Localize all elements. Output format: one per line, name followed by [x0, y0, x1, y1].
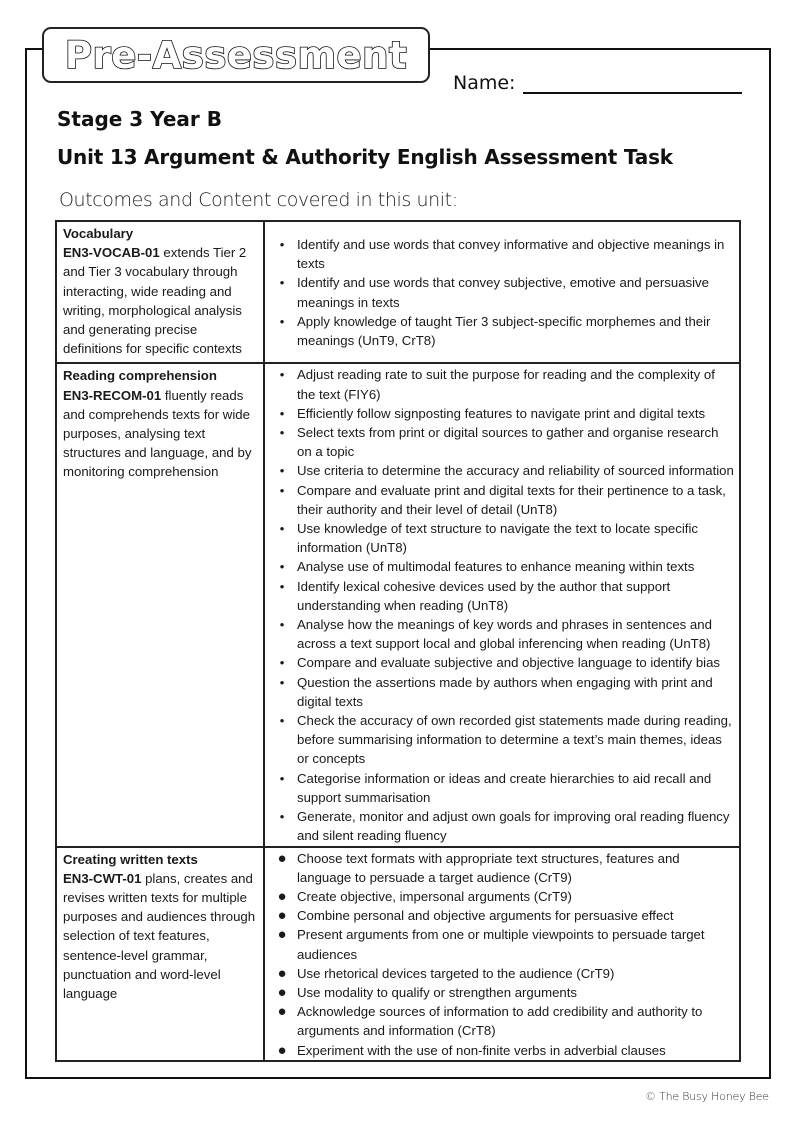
bullet-icon: ● — [277, 887, 287, 905]
content-point-text: Use criteria to determine the accuracy and reliability of sourced information — [297, 463, 734, 479]
content-point — [271, 519, 735, 557]
content-point — [271, 273, 735, 311]
content-list — [271, 235, 735, 350]
content-point — [271, 404, 735, 423]
bullet-icon: • — [279, 809, 285, 825]
content-point-text: Categorise information or ideas and create hierarchies to aid recall and support summarisation — [297, 770, 712, 805]
content-point — [271, 557, 735, 576]
bullet-icon: • — [279, 713, 285, 729]
content-point — [271, 423, 735, 461]
content-point-text: Compare and evaluate print and digital texts for their pertinence to a task, their authority and their level of detail (UnT8) — [297, 482, 726, 517]
bullet-icon: • — [279, 674, 285, 690]
content-point — [271, 849, 735, 887]
content-point-text: Adjust reading rate to suit the purpose for reading and the complexity of the text (FIY6) — [297, 367, 715, 402]
strand-title: Vocabulary — [63, 226, 134, 241]
content-point-text: Question the assertions made by authors when engaging with print and digital texts — [297, 674, 713, 709]
outcome-description: plans, creates and revises written texts for multiple purposes and audiences through selection of text features, sentence-level grammar, punctuation and word-level language — [63, 870, 256, 1001]
bullet-icon: • — [279, 463, 285, 479]
content-point-text: Identify and use words that convey subjective, emotive and persuasive meanings in texts — [297, 275, 709, 310]
copyright-footer: © The Busy Honey Bee — [645, 1090, 769, 1103]
bullet-icon: ● — [277, 983, 287, 1001]
bullet-icon: ● — [277, 964, 287, 982]
content-point — [271, 1041, 735, 1060]
content-point — [271, 653, 735, 672]
bullet-icon: • — [279, 617, 285, 633]
content-list — [271, 365, 735, 845]
content-cell — [264, 847, 740, 1061]
bullet-icon: ● — [277, 849, 287, 867]
content-point-text: Identify and use words that convey informative and objective meanings in texts — [297, 237, 725, 272]
bullet-icon: • — [279, 237, 285, 252]
content-point — [271, 1002, 735, 1040]
content-point — [271, 577, 735, 615]
outcome-cell — [56, 221, 264, 363]
content-point-text: Apply knowledge of taught Tier 3 subject-specific morphemes and their meanings (UnT9, CrT8) — [297, 313, 711, 349]
bullet-icon: ● — [277, 926, 287, 944]
bullet-icon: • — [279, 559, 285, 575]
bullet-icon: • — [279, 655, 285, 671]
name-row — [453, 72, 742, 94]
bullet-icon: • — [279, 275, 285, 291]
content-point — [271, 481, 735, 519]
outcome-code: EN3-VOCAB-01 — [63, 245, 160, 261]
bullet-icon: ● — [277, 907, 287, 925]
bullet-icon: • — [279, 482, 285, 498]
content-point-text: Acknowledge sources of information to add credibility and authority to arguments and information (CrT8) — [297, 1004, 703, 1039]
content-point — [271, 711, 735, 769]
content-point-text: Create objective, impersonal arguments (CrT9) — [297, 888, 572, 904]
outcome-cell — [56, 363, 264, 846]
outcome-code: EN3-RECOM-01 — [63, 387, 162, 403]
content-point — [271, 887, 735, 906]
content-point — [271, 615, 735, 653]
content-point — [271, 235, 735, 273]
name-label: Name: — [453, 72, 516, 94]
table-row — [56, 363, 740, 846]
content-point — [271, 365, 735, 403]
outcome-code: EN3-CWT-01 — [63, 870, 142, 886]
content-point — [271, 769, 735, 807]
table-row — [56, 847, 740, 1061]
content-point-text: Analyse use of multimodal features to enhance meaning within texts — [297, 559, 695, 575]
content-cell — [264, 363, 740, 846]
content-point-text: Efficiently follow signposting features to navigate print and digital texts — [297, 405, 706, 421]
bullet-icon: ● — [277, 1003, 287, 1021]
content-point-text: Identify lexical cohesive devices used by the author that support understanding when reading (UnT8) — [297, 578, 671, 613]
bullet-icon: • — [279, 367, 285, 383]
outcome-description: fluently reads and comprehends texts for wide purposes, analysing text structures and language, and by monitoring comprehension — [63, 387, 252, 480]
content-point-text: Select texts from print or digital sources to gather and organise research on a topic — [297, 425, 719, 460]
content-list — [271, 849, 735, 1060]
content-point-text: Choose text formats with appropriate text structures, features and language to persuade a target audience (CrT9) — [297, 850, 680, 885]
bullet-icon: • — [279, 578, 285, 594]
bullet-icon: • — [279, 313, 285, 329]
content-point-text: Combine personal and objective arguments for persuasive effect — [297, 908, 674, 924]
bullet-icon: • — [279, 770, 285, 786]
content-point-text: Use rhetorical devices targeted to the audience (CrT9) — [297, 965, 615, 981]
content-point-text: Experiment with the use of non-finite verbs in adverbial clauses — [297, 1042, 666, 1058]
bullet-icon: • — [279, 521, 285, 537]
content-point — [271, 461, 735, 480]
bullet-icon: • — [279, 425, 285, 441]
strand-title: Creating written texts — [63, 851, 198, 867]
content-point — [271, 906, 735, 925]
bullet-icon: • — [279, 405, 285, 421]
content-cell — [264, 221, 740, 363]
title-banner — [42, 27, 430, 83]
outcomes-table — [55, 220, 741, 1062]
content-point-text: Compare and evaluate subjective and objective language to identify bias — [297, 655, 721, 671]
stage-heading: Stage 3 Year B — [57, 107, 222, 131]
strand-title: Reading comprehension — [63, 368, 217, 384]
name-field[interactable] — [523, 74, 742, 94]
table-row — [56, 221, 740, 363]
unit-heading: Unit 13 Argument & Authority English Assessment Task — [57, 145, 673, 169]
content-point — [271, 807, 735, 845]
content-point — [271, 673, 735, 711]
content-point-text: Present arguments from one or multiple viewpoints to persuade target audiences — [297, 927, 705, 962]
bullet-icon: ● — [277, 1041, 287, 1059]
outcomes-heading: Outcomes and Content covered in this unit: — [59, 189, 458, 211]
content-point — [271, 312, 735, 350]
outcome-description: extends Tier 2 and Tier 3 vocabulary through interacting, wide reading and writing, morphological analysis and generating precise definitions for specific contexts — [63, 245, 247, 357]
content-point-text: Generate, monitor and adjust own goals for improving oral reading fluency and silent reading fluency — [297, 809, 730, 844]
content-point — [271, 983, 735, 1002]
content-point-text: Use modality to qualify or strengthen arguments — [297, 984, 578, 1000]
outcome-cell — [56, 847, 264, 1061]
page-title: Pre-Assessment — [64, 33, 408, 77]
content-point — [271, 925, 735, 963]
content-point-text: Analyse how the meanings of key words and phrases in sentences and across a text support local and global inferencing when reading (UnT8) — [297, 617, 712, 652]
content-point — [271, 964, 735, 983]
content-point-text: Use knowledge of text structure to navigate the text to locate specific information (UnT8) — [297, 521, 698, 556]
content-point-text: Check the accuracy of own recorded gist statements made during reading, before summarising information to determine a text’s main themes, ideas or concepts — [297, 713, 732, 767]
